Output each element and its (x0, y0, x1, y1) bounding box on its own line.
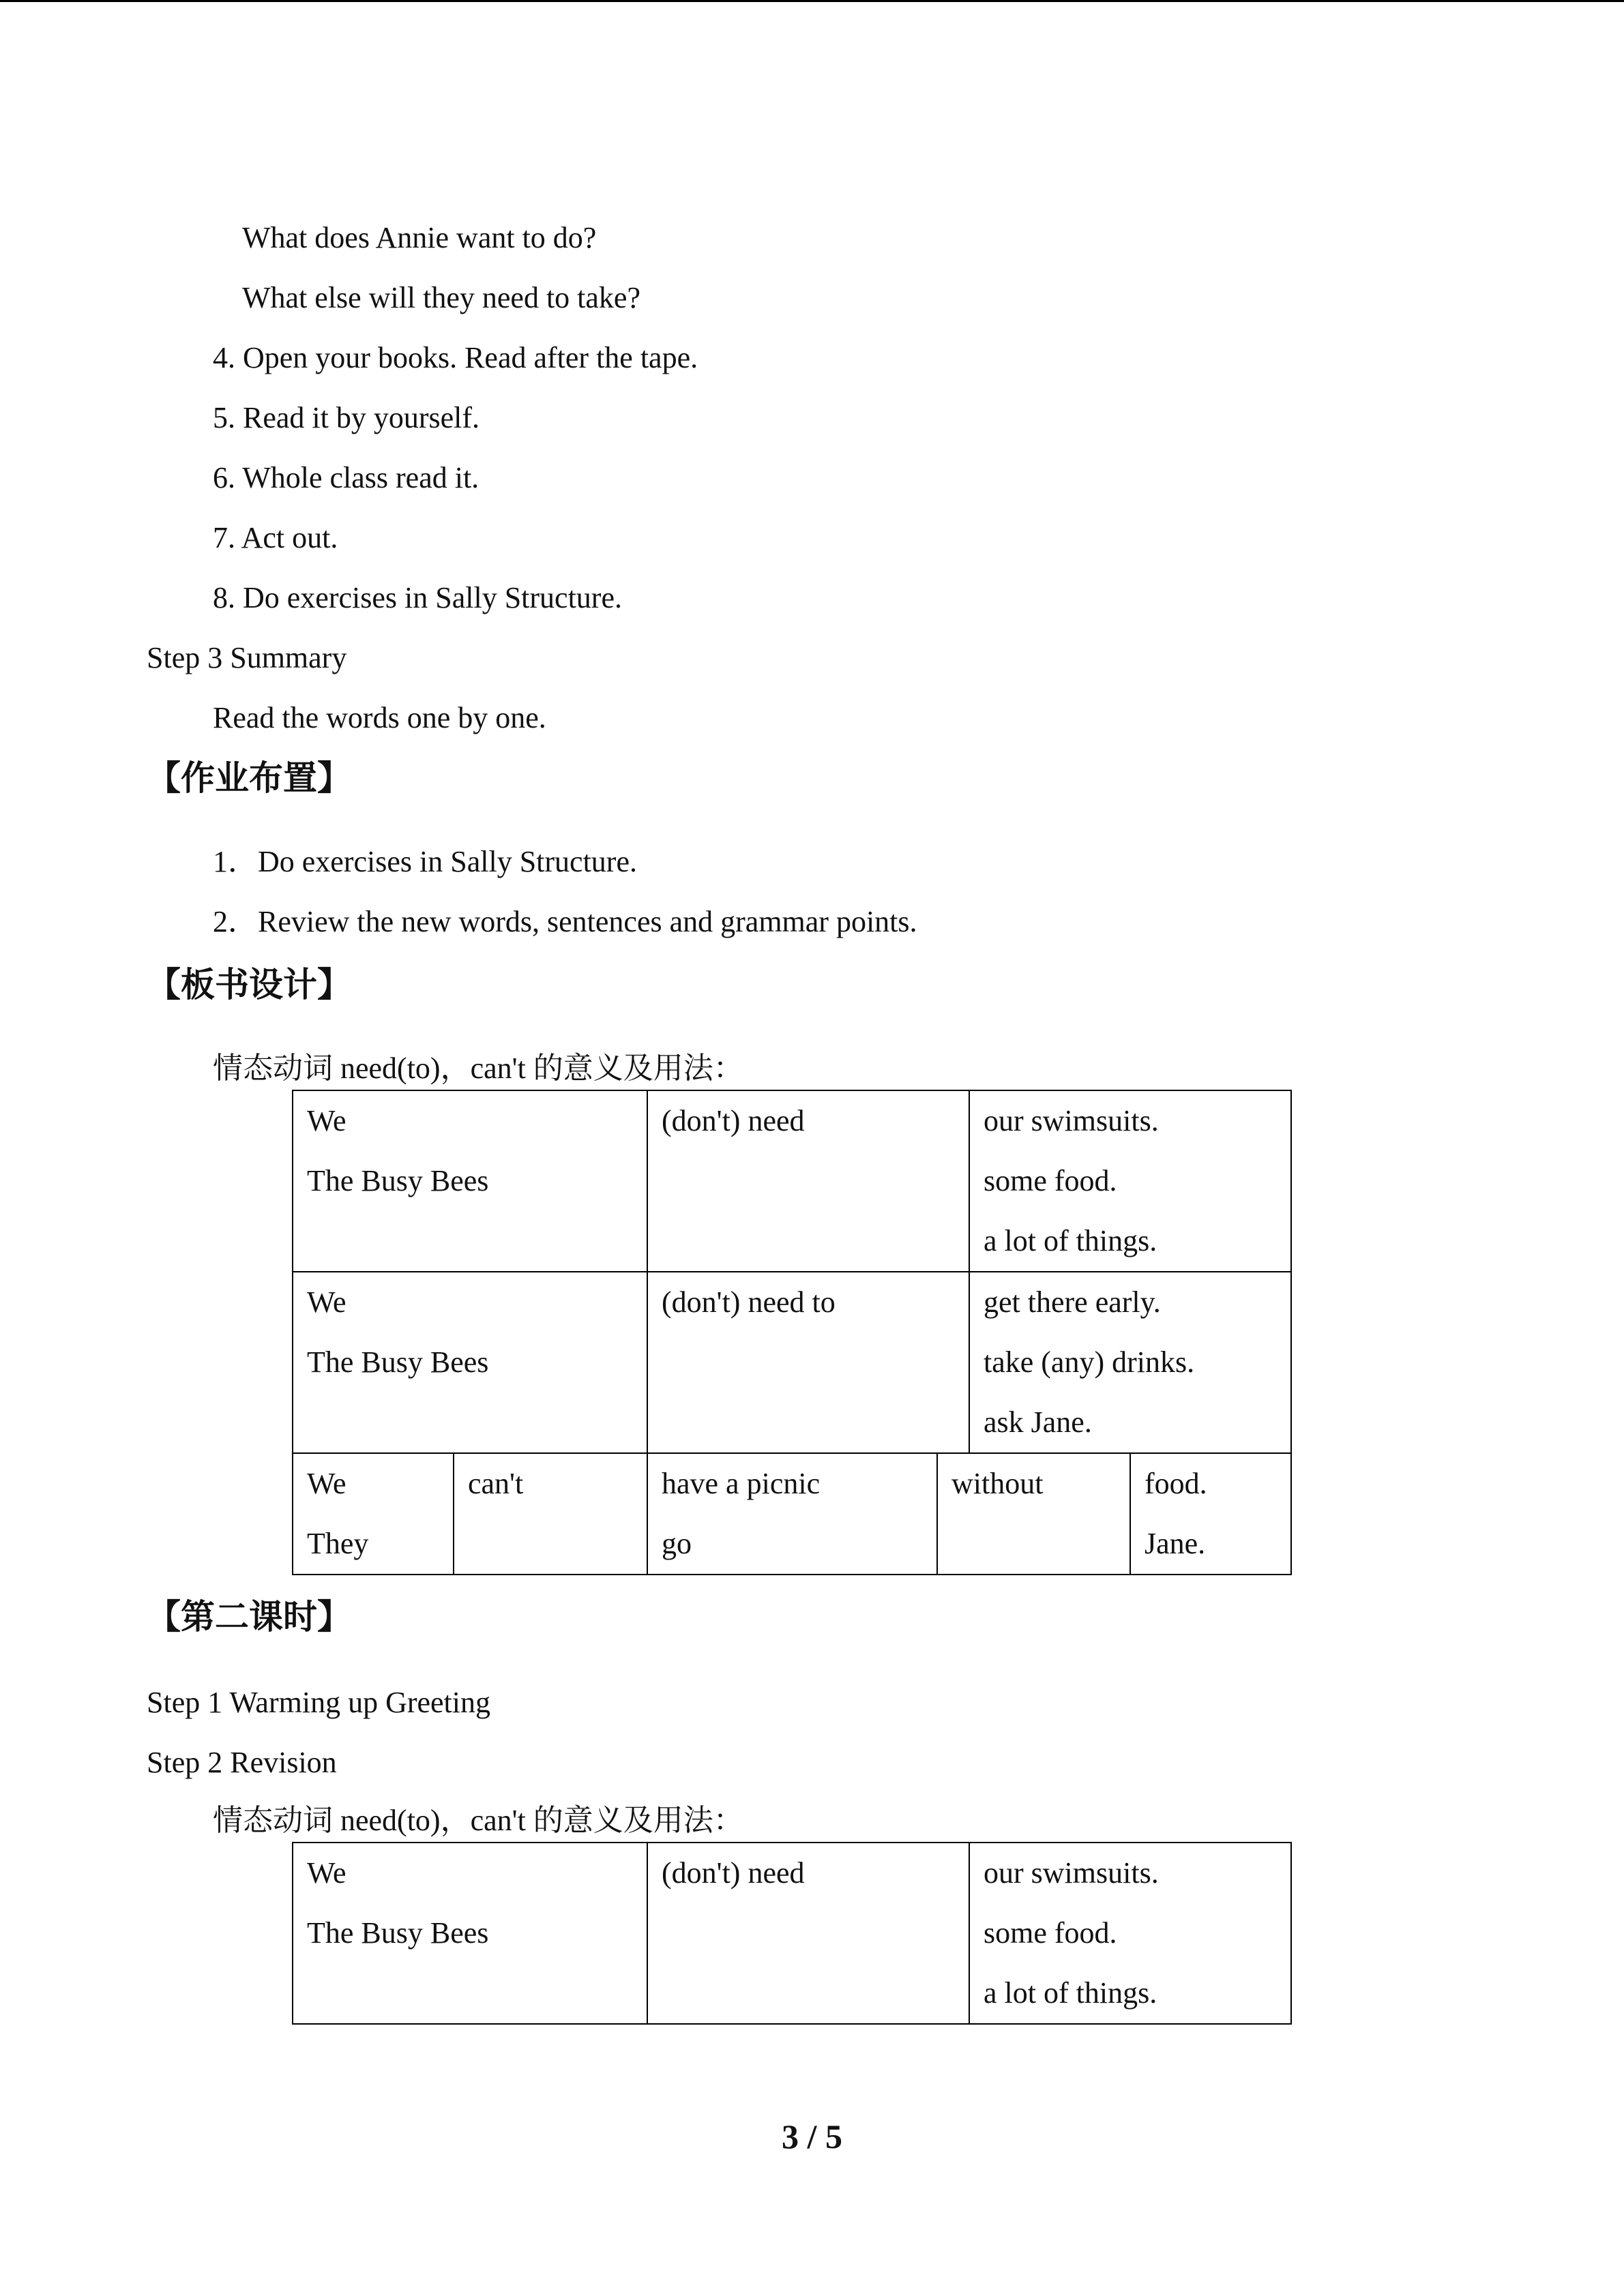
cell-line: without (951, 1467, 1044, 1500)
question-need-take: What else will they need to take? (242, 281, 640, 314)
cell-line: some food. (984, 1916, 1117, 1950)
cell-line: We (307, 1104, 346, 1137)
cell-line: (don't) need to (662, 1285, 836, 1319)
table-cell (647, 1090, 969, 1272)
cell-line: our swimsuits. (984, 1856, 1159, 1890)
table-row (293, 1453, 1291, 1575)
table-cell (293, 1090, 647, 1272)
table-row (293, 1090, 1291, 1272)
cell-line: get there early. (984, 1285, 1161, 1319)
cell-line: a lot of things. (984, 1976, 1157, 2010)
table-cell (1130, 1453, 1291, 1575)
table-cell (969, 1272, 1291, 1453)
cell-line: a lot of things. (984, 1224, 1157, 1257)
table-cell (647, 1453, 937, 1575)
cell-line: have a picnic (662, 1467, 821, 1500)
board-heading: 【板书设计】 (147, 965, 351, 1004)
cell-line: They (307, 1527, 369, 1560)
table-row (293, 1272, 1291, 1453)
step2-item-7: 7. Act out. (213, 521, 338, 554)
cell-line: We (307, 1467, 346, 1500)
homework-heading: 【作业布置】 (147, 758, 351, 798)
lesson2-step1: Step 1 Warming up Greeting (147, 1686, 491, 1719)
table-cell (937, 1453, 1130, 1575)
table-cell (647, 1272, 969, 1453)
step2-item-4: 4. Open your books. Read after the tape. (213, 341, 698, 374)
cell-line: can't (468, 1467, 524, 1500)
page-top-border (0, 0, 1624, 2)
board-table-need (292, 1090, 1292, 1454)
homework-item-2: 2．Review the new words, sentences and grammar points. (213, 905, 917, 938)
cell-line: ask Jane. (984, 1405, 1092, 1439)
table-row (293, 1843, 1291, 2024)
cell-line: We (307, 1285, 346, 1319)
step3-text: Read the words one by one. (213, 701, 546, 734)
step3-title: Step 3 Summary (147, 641, 347, 674)
table-cell (647, 1843, 969, 2024)
question-annie: What does Annie want to do? (242, 221, 597, 254)
lesson2-heading: 【第二课时】 (147, 1597, 351, 1637)
step2-item-5: 5. Read it by yourself. (213, 401, 480, 434)
table-cell (293, 1453, 454, 1575)
board-caption: 情态动词 need(to)，can't 的意义及用法： (213, 1052, 743, 1085)
step2-item-8: 8. Do exercises in Sally Structure. (213, 581, 622, 614)
cell-line: go (662, 1527, 692, 1560)
lesson2-step2: Step 2 Revision (147, 1746, 337, 1779)
cell-line: (don't) need (662, 1856, 805, 1890)
cell-line: The Busy Bees (307, 1345, 489, 1379)
step2-item-6: 6. Whole class read it. (213, 461, 479, 494)
table-cell (969, 1843, 1291, 2024)
page-number: 3 / 5 (782, 2117, 842, 2156)
cell-line: We (307, 1856, 346, 1890)
cell-line: The Busy Bees (307, 1916, 489, 1950)
table-cell (293, 1843, 647, 2024)
cell-line: The Busy Bees (307, 1164, 489, 1197)
cell-line: some food. (984, 1164, 1117, 1197)
cell-line: take (any) drinks. (984, 1345, 1195, 1379)
cell-line: food. (1145, 1467, 1207, 1500)
lesson2-caption: 情态动词 need(to)，can't 的意义及用法： (213, 1804, 743, 1837)
cell-line: Jane. (1145, 1527, 1206, 1560)
board-table-cant (292, 1452, 1292, 1575)
cell-line: (don't) need (662, 1104, 805, 1137)
table-cell (454, 1453, 647, 1575)
homework-item-1: 1．Do exercises in Sally Structure. (213, 845, 637, 878)
lesson2-table (292, 1842, 1292, 2025)
cell-line: our swimsuits. (984, 1104, 1159, 1137)
table-cell (969, 1090, 1291, 1272)
table-cell (293, 1272, 647, 1453)
